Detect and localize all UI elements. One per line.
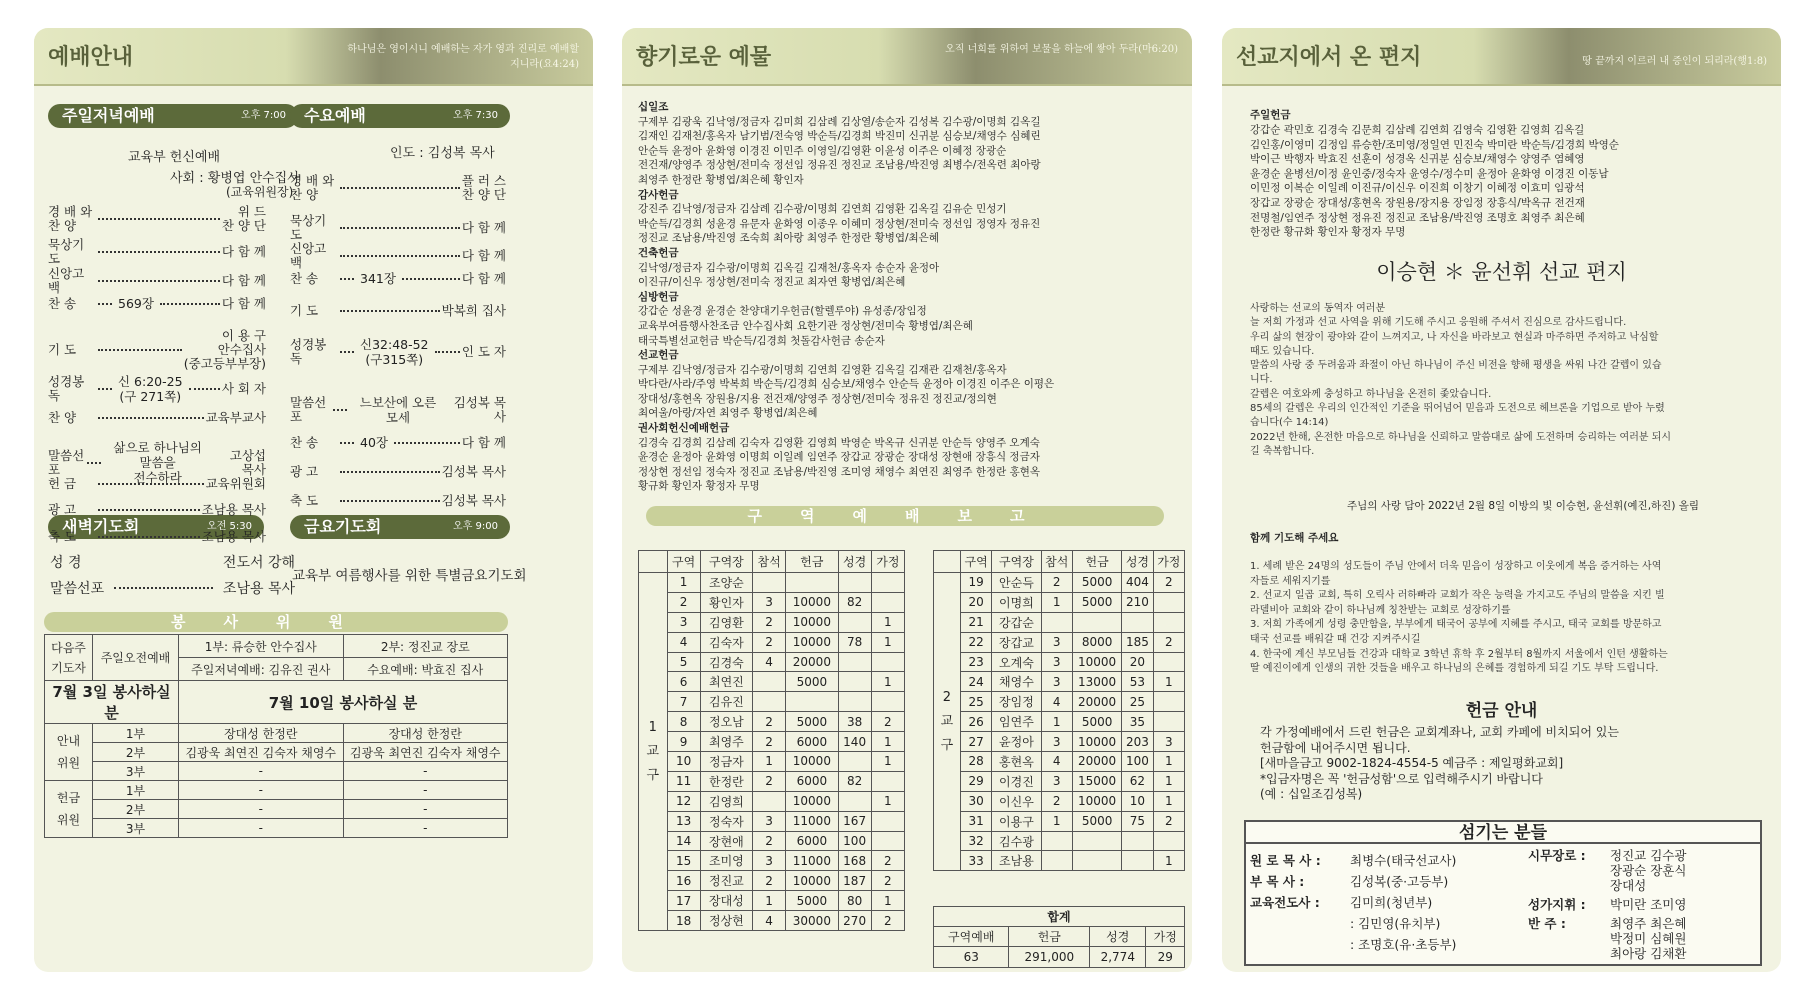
table-row: 13 정숙자 3 11000 167 (639, 811, 905, 831)
offering-guide-line: [새마을금고 9002-1824-4554-5 예금주 : 제일평화교회] (1260, 756, 1564, 770)
program-item: 기 도 박복희 집사 (290, 303, 506, 318)
sunday-offering-heading: 주일헌금 (1250, 109, 1291, 121)
header-verse: 땅 끝까지 이르러 내 증인이 되리라(행1:8) (1582, 56, 1767, 67)
staff-entry: 시무장로 : 정진교 김수광 장광순 장훈식 장대성 (1528, 848, 1687, 893)
friday-prayer-text: 교육부 여름행사를 위한 특별금요기도회 (292, 568, 527, 584)
letter-line: 우리 삶의 현장이 광야와 같이 느껴지고, 나 자신을 바라보고 현실과 마주하면 주저하고 낙심할 (1250, 331, 1659, 343)
table-row: 15 조미영 3 11000 168 2 (639, 851, 905, 871)
table-row: 24 채영수 3 13000 53 1 (934, 672, 1185, 692)
program-item: 축 도 김성복 목사 (290, 493, 506, 508)
prayer-list (1250, 560, 1668, 677)
table-header: 구역 (960, 551, 991, 573)
cell-report-title: 구역예배보고 (646, 506, 1164, 526)
table-header: 가정 (1153, 551, 1184, 573)
prayer-line: 4. 한국에 계신 부모님들 건강과 대학교 3학년 휴학 후 2월부터 8월까지 서울에서 인턴 생활하는 (1250, 648, 1668, 660)
prayer-line: 2. 선교지 일곱 교회, 특히 오릭사 러하빠라 교회가 작은 능력을 가지고도 주님의 말씀을 지킨 빌 (1250, 590, 1665, 602)
offering-category: 권사회헌신예배헌금 (638, 422, 730, 435)
table-row: 30 이신우 2 10000 10 1 (934, 791, 1185, 811)
program-item: 성경봉독 신32:48-52 (구315쪽) 인 도 자 (290, 337, 506, 367)
table-row: 1 교 구 1 조양순 (639, 573, 905, 593)
table-row: 8 정오남 2 5000 38 2 (639, 712, 905, 732)
table-row: 4 김숙자 2 10000 78 1 (639, 632, 905, 652)
table-row: 6 최연진 5000 1 (639, 672, 905, 692)
program-item: 경 배 와 찬 양 위 드 찬 양 단 (48, 204, 266, 233)
letter-line: 2022년 한해, 온전한 마음으로 하나님을 신뢰하고 말씀대로 삶에 도전하며 승리하는 여러분 되시 (1250, 431, 1672, 443)
table-row: 12 김영희 10000 1 (639, 791, 905, 811)
prayer-line: 딸 예진이에게 인생의 귀한 것들을 배우고 하나님의 은혜를 경험하게 되길 기도 부탁 드립니다. (1250, 663, 1659, 675)
program-item: 찬 송 569장 다 함 께 (48, 295, 266, 311)
offering-category: 십일조 (638, 101, 669, 113)
offerings-panel (622, 28, 1192, 972)
program-item: 찬 송 40장 다 함 께 (290, 434, 506, 450)
table-header: 가정 (871, 551, 904, 573)
table-header: 구역장 (700, 551, 752, 573)
table-header: 성경 (1122, 551, 1153, 573)
dawn-sermon: 말씀선포 조남용 목사 (50, 581, 295, 597)
program-item: 말씀선포 삶으로 하나님의 말씀을 전수하라 고상섭 목사 (48, 440, 266, 485)
table-row: 17 장대성 1 5000 80 1 (639, 891, 905, 911)
table-header: 헌금 (1072, 551, 1121, 573)
table-row: 3 김영환 2 10000 1 (639, 612, 905, 632)
table-row: 10 정금자 1 10000 1 (639, 752, 905, 772)
table-row: 28 홍현옥 4 20000 100 1 (934, 752, 1185, 772)
district2-table (933, 550, 1185, 871)
program-item: 헌 금 교육위원회 (48, 476, 266, 491)
offerings-header (622, 28, 1192, 86)
letter-line: 85세의 갈렙은 우리의 인간적인 기준을 뛰어넘어 믿음과 도전으로 헤브론을 기업으로 받아 누렸 (1250, 403, 1665, 415)
service-theme: 교육부 헌신예배 (128, 150, 221, 165)
letter-signature: 주님의 사랑 담아 2022년 2월 8일 이방의 빛 이승현, 윤선휘(예진,하진) 올림 (1347, 500, 1700, 512)
table-header: 구역장 (992, 551, 1041, 573)
table-header: 구역 (667, 551, 700, 573)
moderator-role: (교육위원장) (226, 185, 294, 199)
friday-prayer-title: 금요기도회 오후 9:00 (290, 515, 510, 539)
offering-list (638, 100, 1178, 494)
letter-title: 이승현 ＊ 윤선휘 선교 편지 (1376, 260, 1627, 284)
offering-category: 감사헌금 (638, 188, 679, 201)
worship-guide-header (34, 28, 593, 86)
table-header: 헌금 (786, 551, 838, 573)
panel-title: 선교지에서 온 편지 (1236, 44, 1422, 70)
table-row: 29 이경진 3 15000 62 1 (934, 771, 1185, 791)
staff-right (1528, 844, 1686, 961)
wednesday-title: 수요예배 오후 7:30 (290, 104, 510, 128)
table-header: 참석 (753, 551, 786, 573)
letter-line: 사랑하는 선교의 동역자 여러분 (1250, 303, 1386, 314)
offering-names: 구제부 김광욱 김낙영/정금자 김미희 김삼례 김상열/송순자 김성복 김수광/이명희 김옥길 김재인 김재천/홍옥자 남기범/전숙영 박순득/김경희 박진미 신귀분 심승보/채영수 심혜린 안순득 윤정아 윤화영 이경진 이민주 이영일/김영환 이윤성 이주은 이혜정 장광순 전건재/양영주 정상현/전미숙 정선임 정유진 정진교 조남용/박진영 최병수/전옥련 최아랑 최영주 한정란 황병엽/최은혜 황인자 (638, 115, 1041, 186)
table-row: 7 김유진 (639, 692, 905, 712)
letter-body (1250, 302, 1671, 459)
offering-names: 강진주 김낙영/정금자 김삼례 김수광/이명희 김연희 김영환 김옥길 김유순 민성기 박순득/김경희 성윤경 유문자 윤화영 이종우 이혜미 정상현/전미숙 정선임 정영자 정유진 정진교 조남용/박진영 조숙희 최아랑 최영주 한정란 황병엽/최은혜 (638, 203, 1041, 245)
program-item: 묵상기도 다 함 께 (48, 237, 266, 266)
offering-names: 강갑순 성윤경 윤경순 찬양대기우헌금(할렐루야) 유성종/장임정 교육부여름행사찬조금 안수집사회 요한기관 정상현/전미숙 황병엽/최은혜 태국특별선교헌금 박순득/김경희 첫돌감사헌금 송순자 (638, 305, 973, 347)
letter-line: 말씀의 사랑 중 두려움과 좌절이 아닌 하나님이 주신 비전을 향해 평생을 싸워 나간 갈렙이 있습 (1250, 360, 1662, 372)
table-header: 성경 (838, 551, 871, 573)
staff-entry: : 조명호(유·초등부) (1350, 937, 1457, 952)
staff-entry: 부 목 사 : 김성복(중·고등부) (1250, 874, 1449, 889)
mission-header (1222, 28, 1781, 86)
offering-guide-line: *입금자명은 꼭 '헌금성함'으로 입력해주시기 바랍니다 (1260, 771, 1543, 786)
prayer-line: 라델비아 교회와 같이 하나님께 칭찬받는 교회로 성장하기를 (1250, 604, 1511, 616)
letter-line: 길 축복합니다. (1250, 445, 1315, 457)
letter-line: 갈렙은 여호와께 충성하고 하나님을 온전히 좇았습니다. (1250, 388, 1492, 400)
offering-guide-heading: 헌금 안내 (1465, 701, 1538, 721)
panel-title: 예배안내 (48, 44, 134, 70)
prayer-line: 3. 저희 가족에게 성령 충만함을, 부부에게 태국어 공부에 지혜를 주시고, 태국 교회를 방문하고 (1250, 619, 1662, 631)
table-row: 25 장임정 4 20000 25 (934, 692, 1185, 712)
staff-entry: 원 로 목 사 : 최병수(태국선교사) (1250, 853, 1457, 868)
volunteers-table: 다음주 기도자 주일오전예배 1부: 류승한 안수집사 2부: 정진교 장로 주일저녁예배: 김유진 권사 수요예배: 박효진 집사 7월 3일 봉사하실 분 7월 10일 봉사하실 분 안내 위원 1부 장대성 한정란 장대성 한정란 2부 김광욱 최연진 김숙자 채영수 김광욱 최연진 김숙자 채영수 3부 - - 헌금 위원 1부 - - 2부 - - 3부 - - (44, 634, 508, 838)
program-item: 찬 송 341장 다 함 께 (290, 270, 506, 286)
letter-line: 늘 저희 가정과 선교 사역을 위해 기도해 주시고 응원해 주셔서 진심으로 감사드립니다. (1250, 317, 1627, 329)
staff-entry: 성가지휘 : 박미란 조미영 (1528, 897, 1687, 912)
table-row: 2 황인자 3 10000 82 (639, 592, 905, 612)
staff-left (1250, 850, 1456, 955)
offering-names: 김낙영/정금자 김수광/이명희 김옥길 김재천/홍옥자 송순자 윤정아 이진규/이신우 정상현/전미숙 정진교 최자연 황병엽/최은혜 (638, 261, 940, 289)
sunday-offering-names: 강갑순 곽민호 김경숙 김문희 김삼례 김연희 김영숙 김영환 김영희 김옥길 김인홍/이영미 김정임 류승한/조미영/정일연 민진숙 박미란 박순득/김경희 박영순 박이근 박행자 박효진 선훈이 성경옥 신귀분 심승보/채영수 양영주 염혜영 윤경순 윤병선/이정 윤인중/정숙자 윤영수/정수미 윤정아 윤화영 이경진 이동남 이민정 이복순 이일례 이진규/이신우 이진희 이창기 이혜정 이효미 임광석 장갑교 장광순 장대성/홍현옥 장원용/장지용 장임정 장흥식/박옥규 전건재 전명철/임연주 정상현 정유진 정진교 조남용/박진영 조명호 최영주 최은혜 한정란 황규화 황인자 황정자 무명 (1250, 124, 1619, 239)
dawn-scripture: 성 경 전도서 강해 (50, 555, 295, 571)
offering-category: 선교헌금 (638, 349, 679, 362)
program-item: 축 도 조남용 목사 (48, 529, 266, 544)
letter-line: 때도 있습니다. (1250, 345, 1315, 357)
table-row: 21 강갑순 (934, 612, 1185, 632)
table-row: 5 김경숙 4 20000 (639, 652, 905, 672)
program-item: 묵상기도 다 함 께 (290, 213, 506, 242)
staff-entry: 교육전도사 : 김미희(청년부) (1250, 895, 1433, 910)
table-row: 26 임연주 1 5000 35 (934, 712, 1185, 732)
table-row: 2 교 구 19 안순득 2 5000 404 2 (934, 573, 1185, 593)
table-row: 23 오계숙 3 10000 20 (934, 652, 1185, 672)
offering-names: 구제부 김낙영/정금자 김수광/이명희 김연희 김영환 김옥길 김재관 김재천/홍옥자 박다란/사라/주영 박복희 박순득/김경희 심승보/채영수 안순득 윤정아 이경진 이주은 이평은 장대성/홍현옥 장원용/지용 전건재/양영주 정상현/전미숙 정유진 정진교/정의현 최여울/아랑/자연 최영주 황병엽/최은혜 (638, 363, 1055, 420)
table-row: 14 장현애 2 6000 100 (639, 831, 905, 851)
prayer-line: 태국 선교를 배워갈 때 건강 지켜주시길 (1250, 633, 1421, 645)
table-row: 18 정상현 4 30000 270 2 (639, 911, 905, 931)
program-item: 신앙고백 다 함 께 (290, 241, 506, 270)
table-row: 20 이명희 1 5000 210 (934, 592, 1185, 612)
table-row: 16 정진교 2 10000 187 2 (639, 871, 905, 891)
moderator: 사회 : 황병엽 안수집사 (170, 171, 300, 186)
table-row: 31 이용구 1 5000 75 2 (934, 811, 1185, 831)
prayer-line: 1. 세례 받은 24명의 성도들이 주님 안에서 더욱 믿음이 성장하고 이웃에게 복음 증거하는 사역 (1250, 561, 1662, 572)
program-item: 광 고 조남용 목사 (48, 502, 266, 517)
prayer-line: 자들로 세워지기를 (1250, 575, 1331, 587)
program-item: 말씀선포 느보산에 오른 모세 김성복 목사 (290, 395, 506, 425)
worship-guide-panel (34, 28, 593, 972)
table-row: 22 장갑교 3 8000 185 2 (934, 632, 1185, 652)
header-verse: 오직 너희를 위하여 보물을 하늘에 쌓아 두라(마6:20) (945, 44, 1178, 55)
table-header: 참석 (1041, 551, 1072, 573)
staff-heading: 섬기는 분들 (1246, 822, 1760, 844)
program-item: 경 배 와 찬 양 플 러 스 찬 양 단 (290, 173, 506, 202)
program-item: 신앙고백 다 함 께 (48, 266, 266, 295)
header-verse: 하나님은 영이시니 예배하는 자가 영과 진리로 예배할지니라(요4:24) (347, 44, 579, 70)
prayer-heading: 함께 기도해 주세요 (1250, 532, 1339, 544)
mission-letter-panel (1222, 28, 1781, 972)
program-item: 성경봉독 신 6:20-25 (구 271쪽) 사 회 자 (48, 374, 266, 404)
offering-guide-line: 헌금함에 내어주시면 됩니다. (1260, 740, 1411, 755)
offering-names: 김경숙 김경희 김삼례 김숙자 김영환 김영희 박영순 박옥규 신귀분 안순득 양영주 오계숙 윤경순 윤정아 윤화영 이명희 이일례 임연주 장갑교 장광순 장대성 장현애 장흥식 정금자 정상현 정선임 정숙자 정진교 조남용/박진영 조미영 채영수 최연진 최영주 한정란 홍현옥 황규화 황인자 황정자 무명 (638, 436, 1041, 493)
letter-line: 습니다(수 14:14) (1250, 417, 1329, 429)
district1-table (638, 550, 905, 931)
dawn-prayer-title: 새벽기도회 오전 5:30 (48, 515, 264, 539)
sunday-evening-title: 주일저녁예배 오후 7:00 (48, 104, 298, 128)
program-item: 광 고 김성복 목사 (290, 464, 506, 479)
offering-category: 건축헌금 (638, 246, 679, 259)
letter-line: 니다. (1250, 374, 1273, 386)
offering-guide-line: 각 가정예배에서 드린 헌금은 교회계좌나, 교회 카페에 비치되어 있는 (1260, 725, 1619, 739)
total-table: 합계 구역예배 헌금 성경 가정 63 291,000 2,774 29 (933, 906, 1185, 968)
panel-title: 향기로운 예물 (636, 44, 772, 70)
table-row: 33 조남용 1 (934, 851, 1185, 871)
staff-box (1244, 820, 1762, 966)
staff-entry: : 김민영(유치부) (1350, 916, 1441, 931)
wednesday-leader: 인도 : 김성복 목사 (390, 146, 495, 161)
table-row: 27 윤정아 3 10000 203 3 (934, 732, 1185, 752)
offering-guide-line: (예 : 십일조김성복) (1260, 787, 1363, 801)
staff-entry: 반 주 : 최영주 최은혜 박정미 심혜원 최아랑 김채환 (1528, 916, 1687, 961)
offering-guide (1260, 725, 1619, 803)
table-row: 32 김수광 (934, 831, 1185, 851)
table-row: 9 최영주 2 6000 140 1 (639, 732, 905, 752)
program-item: 찬 양 교육부교사 (48, 410, 266, 425)
table-row: 11 한정란 2 6000 82 (639, 771, 905, 791)
program-item: 기 도 이 용 구 안수집사 (중고등부부장) (48, 328, 266, 371)
offering-category: 심방헌금 (638, 290, 679, 303)
volunteers-title: 봉사위원 (44, 612, 508, 632)
